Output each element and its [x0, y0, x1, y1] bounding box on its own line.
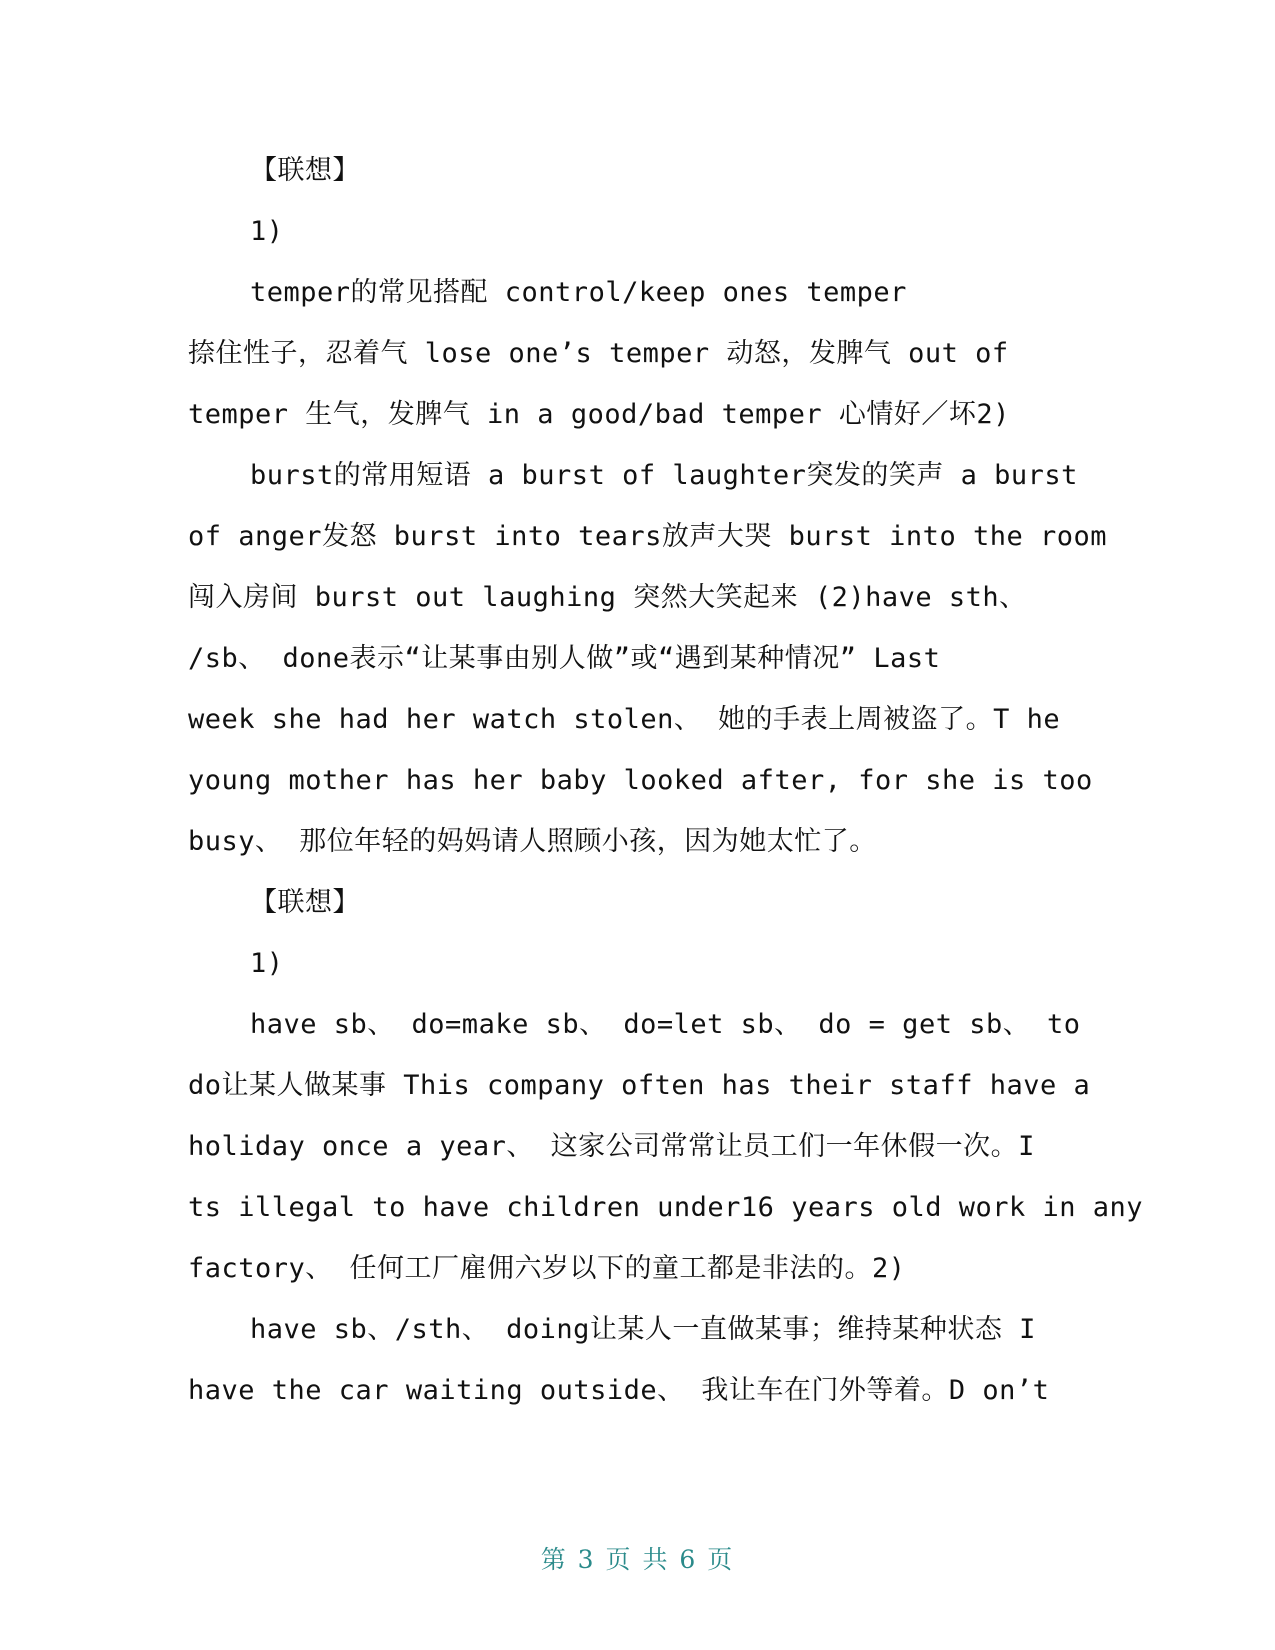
- text-line: busy、 那位年轻的妈妈请人照顾小孩，因为她太忙了。: [188, 826, 877, 857]
- text-line: 闯入房间 burst out laughing 突然大笑起来 (2)have sth、: [188, 582, 1027, 613]
- text-line: have the car waiting outside、 我让车在门外等着。D on’t: [188, 1375, 1050, 1406]
- text-line: holiday once a year、 这家公司常常让员工们一年休假一次。I: [188, 1131, 1035, 1162]
- text-line: do让某人做某事 This company often has their staff have a: [188, 1070, 1091, 1101]
- text-line: temper 生气，发脾气 in a good/bad temper 心情好／坏2): [188, 399, 1010, 430]
- text-line: of anger发怒 burst into tears放声大哭 burst into the room: [188, 521, 1107, 552]
- text-line: ts illegal to have children under16 years old work in any: [188, 1192, 1144, 1223]
- text-line: week she had her watch stolen、 她的手表上周被盗了。T he: [188, 704, 1061, 735]
- text-line: have sb、 do=make sb、 do=let sb、 do = get sb、 to: [250, 1009, 1081, 1040]
- text-line: /sb、 done表示“让某事由别人做”或“遇到某种情况” Last: [188, 643, 941, 674]
- list-marker: 1): [250, 216, 284, 247]
- document-body: [188, 140, 1144, 1421]
- section-heading-association: 【联想】: [250, 155, 360, 186]
- section-heading-association: 【联想】: [250, 887, 360, 918]
- text-line: 捺住性子，忍着气 lose one’s temper 动怒，发脾气 out of: [188, 338, 1009, 369]
- list-marker: 1): [250, 948, 284, 979]
- text-line: temper的常见搭配 control/keep ones temper: [250, 277, 907, 308]
- text-line: young mother has her baby looked after, for she is too: [188, 765, 1093, 796]
- page-number-footer: 第 3 页 共 6 页: [540, 1545, 735, 1574]
- text-line: burst的常用短语 a burst of laughter突发的笑声 a burst: [250, 460, 1078, 491]
- text-line: have sb、/sth、 doing让某人一直做某事；维持某种状态 I: [250, 1314, 1036, 1345]
- text-line: factory、 任何工厂雇佣六岁以下的童工都是非法的。2): [188, 1253, 906, 1284]
